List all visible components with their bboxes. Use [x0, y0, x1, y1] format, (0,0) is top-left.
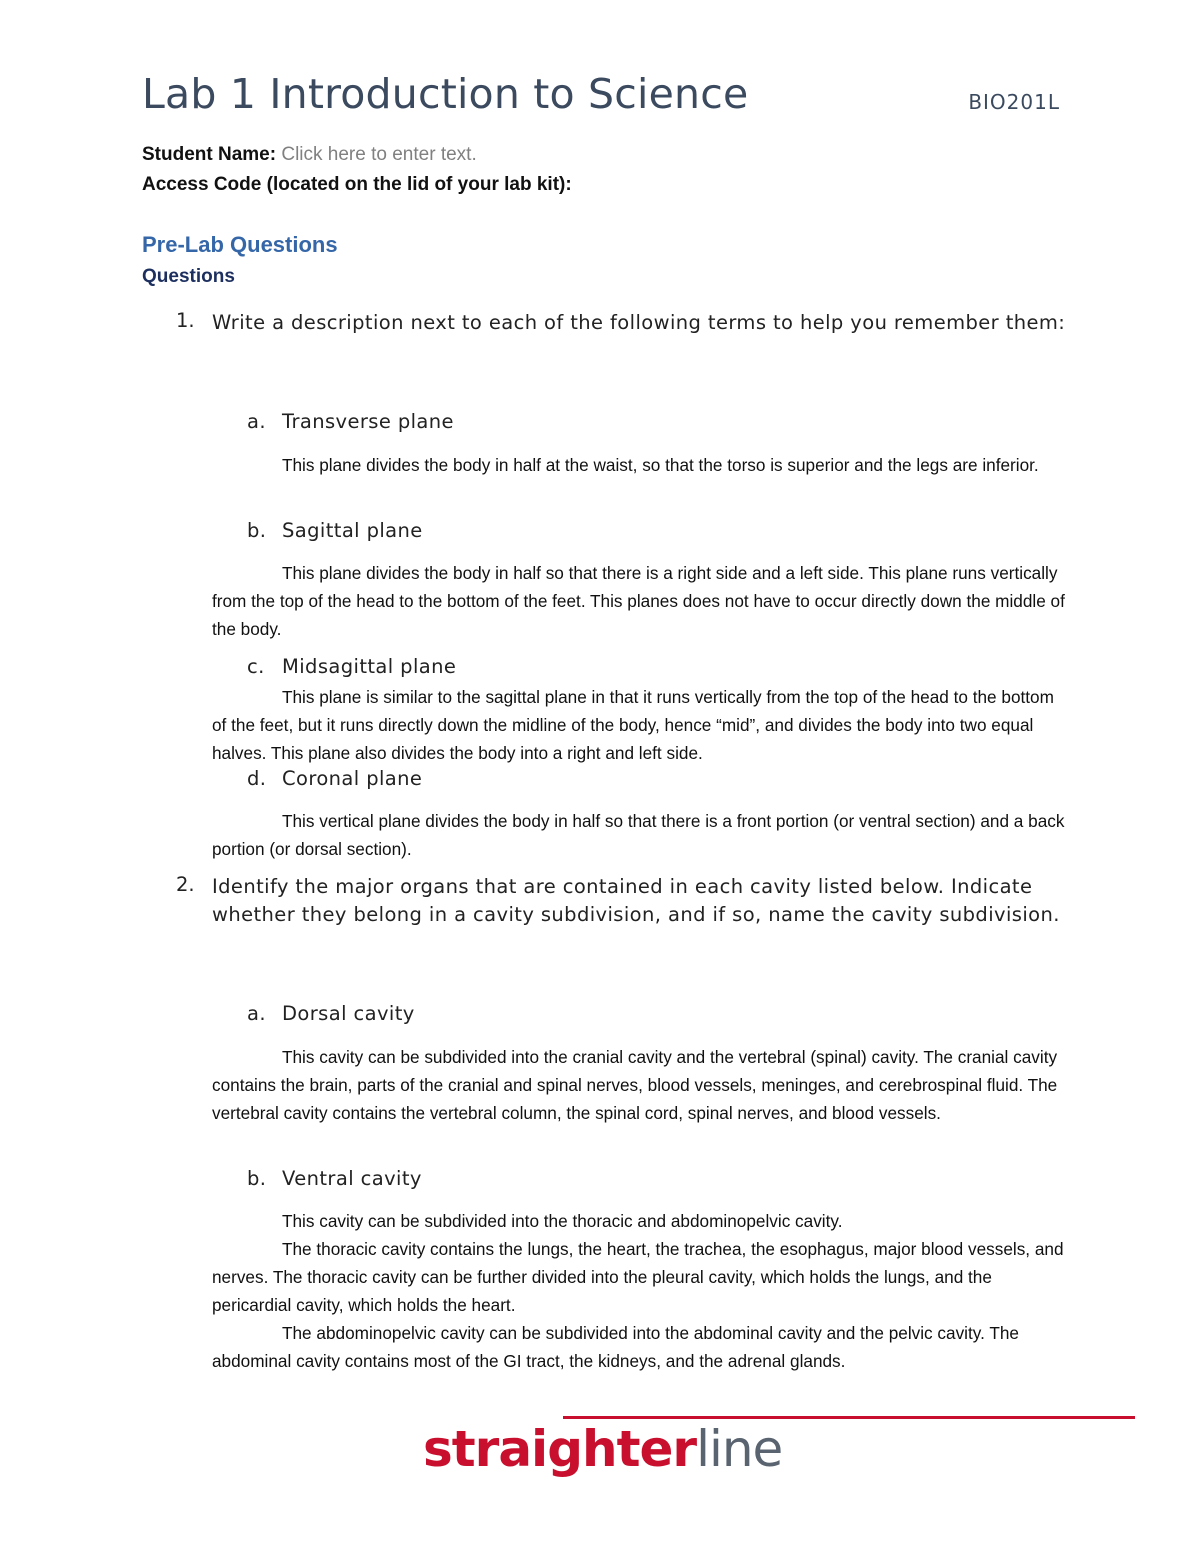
term-sagittal-plane: Sagittal plane	[282, 519, 423, 542]
question-text: Write a description next to each of the following terms to help you remember them:	[212, 311, 1066, 334]
item-letter: a.	[247, 410, 266, 433]
prelab-heading: Pre-Lab Questions	[142, 232, 338, 257]
question-number: 1.	[176, 309, 195, 332]
question-number: 2.	[176, 873, 195, 896]
answer-paragraph: This vertical plane divides the body in half so that there is a front portion (or ventral section) and a back portion (or dorsal section).	[212, 811, 1065, 859]
answer-dorsal-cavity[interactable]	[212, 1043, 1072, 1127]
item-letter: c.	[247, 655, 265, 678]
item-letter: a.	[247, 1002, 266, 1025]
straighterline-logo	[423, 1414, 783, 1484]
term-ventral-cavity: Ventral cavity	[282, 1167, 422, 1190]
course-code: BIO201L	[968, 90, 1060, 114]
page-title: Lab 1 Introduction to Science	[142, 70, 749, 118]
logo-rule	[563, 1416, 1135, 1419]
access-code-row	[142, 174, 572, 196]
answer-ventral-cavity[interactable]	[212, 1207, 1072, 1375]
answer-paragraph: This cavity can be subdivided into the thoracic and abdominopelvic cavity.	[282, 1211, 843, 1231]
logo-wordmark	[423, 1420, 782, 1478]
student-name-field[interactable]: Click here to enter text.	[281, 144, 477, 165]
logo-part-line: line	[696, 1420, 783, 1478]
questions-heading: Questions	[142, 266, 235, 287]
term-dorsal-cavity: Dorsal cavity	[282, 1002, 415, 1025]
answer-midsagittal-plane[interactable]	[212, 683, 1072, 767]
answer-transverse-plane[interactable]	[212, 451, 1072, 479]
title-row	[142, 70, 1060, 130]
term-midsagittal-plane: Midsagittal plane	[282, 655, 457, 678]
answer-paragraph: This plane is similar to the sagittal plane in that it runs vertically from the top of the head to the bottom of the feet, but it runs directly down the midline of the body, hence “mid”, and divides the body into two equal halves. This plane also divides the body into a right and left side.	[212, 687, 1054, 763]
item-letter: b.	[247, 1167, 267, 1190]
logo-part-straighter: straighter	[423, 1420, 697, 1478]
item-letter: d.	[247, 767, 267, 790]
question-text: Identify the major organs that are contained in each cavity listed below. Indicate whether they belong in a cavity subdivision, and if so, name the cavity subdivision.	[212, 875, 1060, 926]
answer-paragraph: The thoracic cavity contains the lungs, the heart, the trachea, the esophagus, major blood vessels, and nerves. The thoracic cavity can be further divided into the pleural cavity, which holds the lungs, and the pericardial cavity, which holds the heart.	[212, 1239, 1064, 1315]
answer-paragraph: This plane divides the body in half so that there is a right side and a left side. This plane runs vertically from the top of the head to the bottom of the feet. This planes does not have to occur directly down the middle of the body.	[212, 563, 1065, 639]
answer-coronal-plane[interactable]	[212, 807, 1072, 863]
student-name-row	[142, 144, 477, 166]
access-code-label: Access Code (located on the lid of your lab kit):	[142, 174, 572, 195]
answer-paragraph: This plane divides the body in half at the waist, so that the torso is superior and the legs are inferior.	[282, 455, 1039, 475]
item-letter: b.	[247, 519, 267, 542]
answer-paragraph: The abdominopelvic cavity can be subdivided into the abdominal cavity and the pelvic cavity. The abdominal cavity contains most of the GI tract, the kidneys, and the adrenal glands.	[212, 1323, 1019, 1371]
term-transverse-plane: Transverse plane	[282, 410, 454, 433]
answer-sagittal-plane[interactable]	[212, 559, 1072, 643]
student-name-label: Student Name:	[142, 144, 277, 165]
answer-paragraph: This cavity can be subdivided into the cranial cavity and the vertebral (spinal) cavity. The cranial cavity contains the brain, parts of the cranial and spinal nerves, blood vessels, meninges, and cerebrospinal fluid. The vertebral cavity contains the vertebral column, the spinal cord, spinal nerves, and blood vessels.	[212, 1047, 1058, 1123]
term-coronal-plane: Coronal plane	[282, 767, 423, 790]
